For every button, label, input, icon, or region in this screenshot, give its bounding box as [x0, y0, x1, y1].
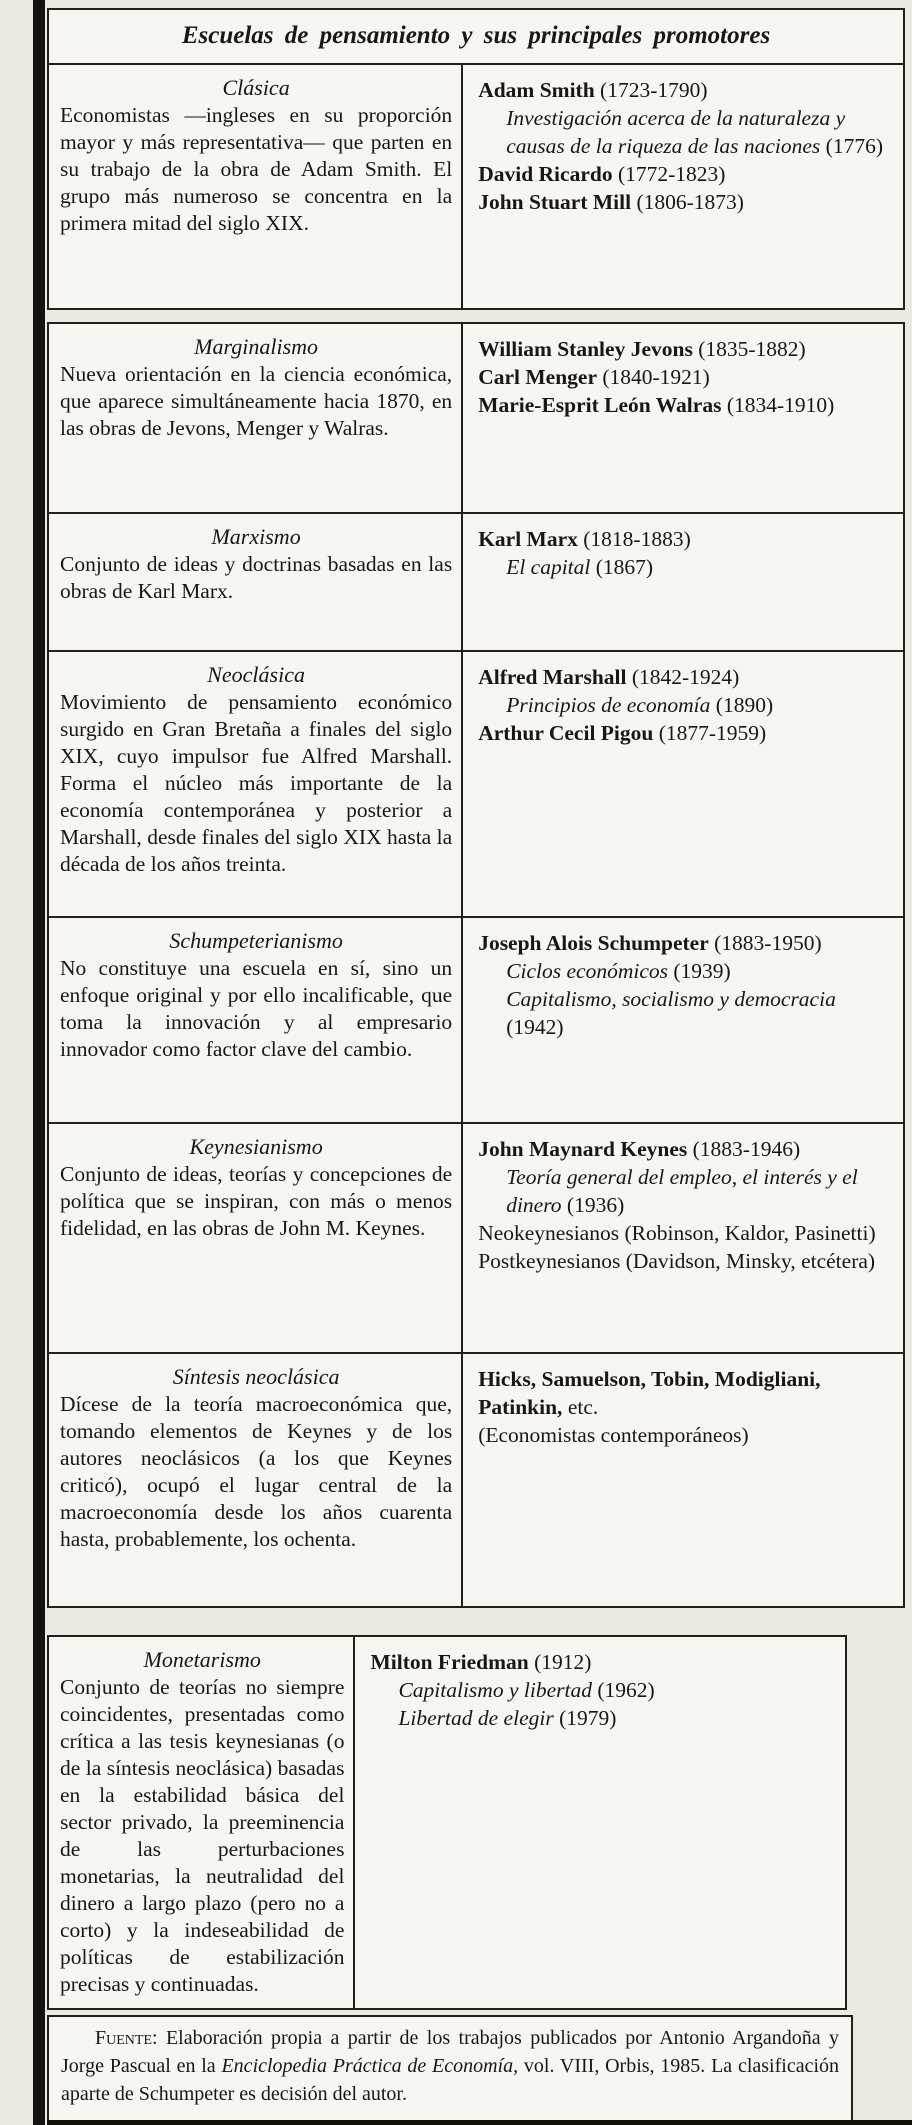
school-description: Dícese de la teoría macroeconómica que, tomando elementos de Keynes y de los autores neoclásicos (a los que Keynes criticó), ocupó el lugar central de la macroeconomía desde los años cuarenta hasta, probablemente, los ochenta. [60, 1391, 453, 1551]
work-title-text: Principios de economía [506, 692, 711, 717]
school-cell [49, 918, 463, 1122]
promoters-cell [463, 514, 903, 650]
table-row [49, 916, 903, 1122]
work-title-text: Investigación acerca de la naturaleza y causas de la riqueza de las naciones [506, 105, 846, 158]
source-label: Fuente: [95, 2027, 158, 2050]
promoters-cell [463, 1124, 903, 1352]
promoter-line: Joseph Alois Schumpeter (1883-1950) [478, 931, 822, 955]
promoter-name: Joseph Alois Schumpeter [478, 931, 709, 955]
school-cell [49, 65, 463, 308]
school-description: Movimiento de pensamiento económico surgido en Gran Bretaña a finales del siglo XIX, cuyo impulsor fue Alfred Marshall. Forma el núcleo más importante de la economía contemporánea y posterior a Marshall, desde finales del siglo XIX hasta la década de los años treinta. [60, 689, 453, 876]
promoters-cell [463, 1354, 903, 1606]
work-title: Capitalismo y libertad (1962) [398, 1677, 655, 1702]
school-name: Clásica [222, 75, 290, 100]
table-rows [49, 65, 903, 308]
table-rows [49, 324, 903, 1606]
promoter-name: Milton Friedman [370, 1650, 529, 1674]
school-name: Neoclásica [207, 662, 305, 687]
table-row [49, 324, 903, 512]
table-row [49, 512, 903, 650]
promoter-line: Postkeynesianos (Davidson, Minsky, etcétera) [478, 1248, 876, 1273]
work-title: Principios de economía (1890) [506, 692, 774, 717]
school-description: Nueva orientación en la ciencia económica, que aparece simultáneamente hacia 1870, en las obras de Jevons, Menger y Walras. [60, 361, 453, 440]
page-title: Escuelas de pensamiento y sus principales promotores [49, 10, 903, 65]
school-cell [49, 1354, 463, 1606]
school-name: Marxismo [211, 524, 301, 549]
school-description: Conjunto de teorías no siempre coincidentes, presentadas como crítica a las tesis keynesianas (o de la síntesis neoclásica) basadas en la estabilidad básica del sector privado, la preeminencia de las perturbaciones monetarias, la neutralidad del dinero a largo plazo (pero no a corto) y la indeseabilidad de políticas de estabilización precisas y continuadas. [60, 1674, 345, 1997]
promoters-cell [463, 652, 903, 916]
schools-table-monetarism [47, 1635, 847, 2010]
promoter-line: Adam Smith (1723-1790) [478, 78, 708, 102]
promoter-line: Karl Marx (1818-1883) [478, 527, 691, 551]
promoter-name: Arthur Cecil Pigou [478, 720, 654, 745]
promoter-line: David Ricardo (1772-1823) [478, 161, 726, 186]
school-name: Monetarismo [143, 1647, 261, 1672]
source-text-work: Enciclopedia Práctica de Economía, [221, 2055, 519, 2078]
work-title-text: El capital [506, 554, 591, 579]
school-description: Economistas —ingleses en su proporción mayor y más representativa— que parten en su trabajo de la obra de Adam Smith. El grupo más numeroso se concentra en la primera mitad del siglo XIX. [60, 102, 453, 235]
promoter-line: Marie-Esprit León Walras (1834-1910) [478, 392, 835, 417]
source-note-text [61, 2024, 839, 2108]
source-note [47, 2015, 853, 2120]
promoters-cell [463, 65, 903, 308]
promoter-line: Alfred Marshall (1842-1924) [478, 665, 740, 689]
promoter-line: Arthur Cecil Pigou (1877-1959) [478, 720, 767, 745]
promoter-name: David Ricardo [478, 161, 613, 186]
promoter-name: Karl Marx [478, 527, 578, 551]
promoter-line: Carl Menger (1840-1921) [478, 364, 710, 389]
table-row [49, 1637, 845, 2008]
table-row [49, 65, 903, 308]
source-text-pre: Elaboración propia a partir de los trabajos publicados por Antonio Argandoña y Jorge Pascual en la [61, 2027, 839, 2078]
school-cell [49, 324, 463, 512]
school-description: Conjunto de ideas y doctrinas basadas en las obras de Karl Marx. [60, 551, 453, 603]
work-title-text: Ciclos económicos [506, 958, 669, 983]
promoter-line: William Stanley Jevons (1835-1882) [478, 337, 806, 361]
work-title-text: Libertad de elegir [398, 1705, 554, 1730]
work-title: Teoría general del empleo, el interés y el dinero (1936) [506, 1164, 858, 1217]
school-cell [49, 514, 463, 650]
promoter-line: Hicks, Samuelson, Tobin, Modigliani, Patinkin, etc. [478, 1367, 821, 1419]
school-cell [49, 1637, 355, 2008]
school-name: Síntesis neoclásica [172, 1364, 340, 1389]
promoter-name: Alfred Marshall [478, 665, 627, 689]
promoter-name: Adam Smith [478, 78, 595, 102]
page-bottom-rule [47, 2120, 912, 2125]
promoter-name: William Stanley Jevons [478, 337, 693, 361]
binding-bar [33, 0, 45, 2125]
promoter-name: Marie-Esprit León Walras [478, 392, 722, 417]
work-title: Ciclos económicos (1939) [506, 958, 731, 983]
work-title-text: Teoría general del empleo, el interés y el dinero [506, 1164, 858, 1217]
schools-table-classical [47, 8, 905, 310]
work-title: Libertad de elegir (1979) [398, 1705, 617, 1730]
promoters-cell [355, 1637, 845, 2008]
work-title: Investigación acerca de la naturaleza y causas de la riqueza de las naciones (1776) [506, 105, 883, 158]
work-title: El capital (1867) [506, 554, 654, 579]
school-name: Marginalismo [194, 334, 319, 359]
promoter-name: Carl Menger [478, 364, 597, 389]
source-text-post: vol. VIII, Orbis, 1985. La clasificación aparte de Schumpeter es decisión del autor. [61, 2055, 840, 2106]
table-row [49, 650, 903, 916]
work-title: Capitalismo, socialismo y democracia (1942) [506, 986, 836, 1039]
promoter-name: John Maynard Keynes [478, 1137, 688, 1161]
promoter-name: Hicks, Samuelson, Tobin, Modigliani, Patinkin, [478, 1367, 821, 1419]
school-name: Keynesianismo [189, 1134, 323, 1159]
school-name: Schumpeterianismo [169, 928, 343, 953]
school-cell [49, 652, 463, 916]
promoter-line: Milton Friedman (1912) [370, 1650, 592, 1674]
promoter-name: John Stuart Mill [478, 189, 632, 214]
promoter-line: John Maynard Keynes (1883-1946) [478, 1137, 801, 1161]
promoters-cell [463, 324, 903, 512]
school-description: Conjunto de ideas, teorías y concepciones de política que se inspiran, con más o menos fidelidad, en las obras de John M. Keynes. [60, 1161, 453, 1240]
table-row [49, 1352, 903, 1606]
promoter-line: Neokeynesianos (Robinson, Kaldor, Pasinetti) [478, 1220, 876, 1245]
table-rows [49, 1637, 845, 2008]
school-description: No constituye una escuela en sí, sino un enfoque original y por ello incalificable, que toma la innovación y al empresario innovador como factor clave del cambio. [60, 955, 453, 1061]
promoter-line: (Economistas contemporáneos) [478, 1422, 749, 1447]
schools-table-main [47, 322, 905, 1608]
school-cell [49, 1124, 463, 1352]
table-row [49, 1122, 903, 1352]
work-title-text: Capitalismo, socialismo y democracia [506, 986, 836, 1011]
promoter-line: John Stuart Mill (1806-1873) [478, 189, 744, 214]
promoters-cell [463, 918, 903, 1122]
work-title-text: Capitalismo y libertad [398, 1677, 592, 1702]
